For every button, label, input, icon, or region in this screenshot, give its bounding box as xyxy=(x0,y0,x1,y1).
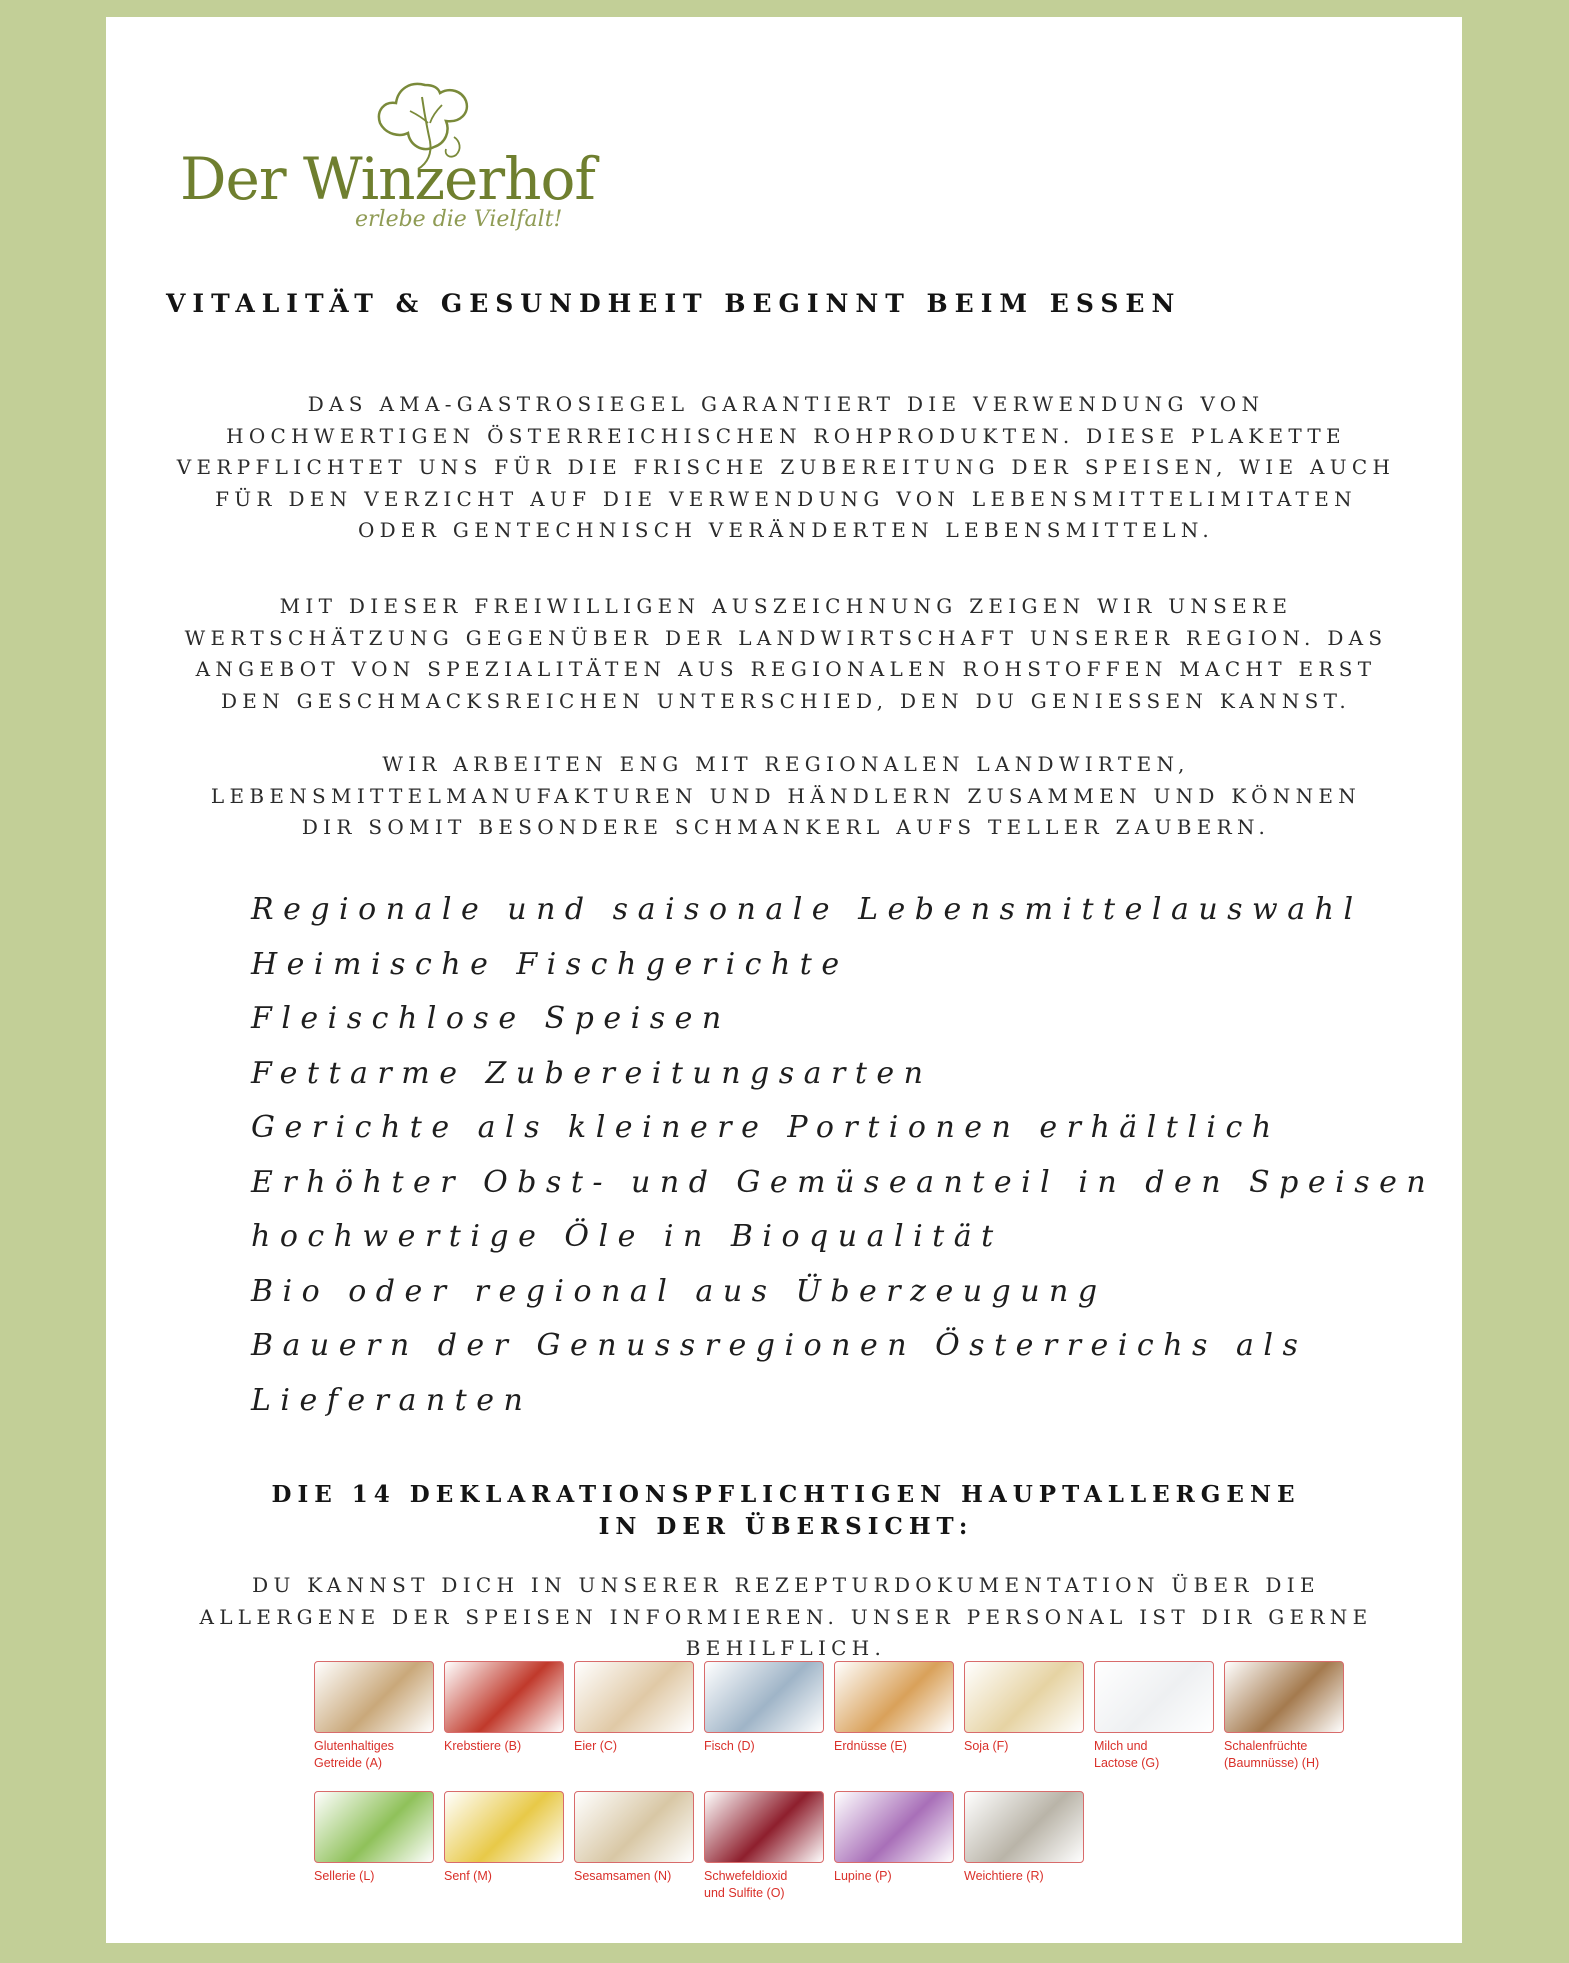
allergen-heading xyxy=(136,1479,1436,1543)
allergen-label: Schwefeldioxid und Sulfite (O) xyxy=(704,1869,788,1900)
allergen-photo xyxy=(314,1661,434,1733)
paragraph-line: WIR ARBEITEN ENG MIT REGIONALEN LANDWIRTEN, xyxy=(382,752,1190,776)
allergen-tile xyxy=(574,1791,694,1885)
allergen-photo xyxy=(1094,1661,1214,1733)
allergen-label: Fisch (D) xyxy=(704,1739,755,1753)
allergen-photo xyxy=(704,1791,824,1863)
allergen-label: Glutenhaltiges Getreide (A) xyxy=(314,1739,394,1770)
allergen-heading-line: IN DER ÜBERSICHT: xyxy=(598,1513,974,1540)
allergen-tile xyxy=(964,1661,1084,1755)
allergen-label: Senf (M) xyxy=(444,1869,492,1883)
allergen-label: Eier (C) xyxy=(574,1739,618,1753)
logo-tagline: erlebe die Vielfalt! xyxy=(355,207,563,232)
allergen-tile xyxy=(444,1791,564,1885)
feature-item: Fleischlose Speisen xyxy=(251,1001,731,1036)
feature-item: Fettarme Zubereitungsarten xyxy=(251,1055,933,1091)
allergen-photo xyxy=(1224,1661,1344,1733)
paragraph-line: LEBENSMITTELMANUFAKTUREN UND HÄNDLERN ZUSAMMEN UND KÖNNEN xyxy=(210,783,1362,808)
feature-item: hochwertige Öle in Bioqualität xyxy=(251,1219,1003,1254)
feature-item: Gerichte als kleinere Portionen erhältlich xyxy=(251,1110,1281,1145)
allergen-photo xyxy=(964,1661,1084,1733)
feature-item: Bio oder regional aus Überzeugung xyxy=(251,1273,1107,1309)
allergen-photo xyxy=(574,1661,694,1733)
allergen-label: Erdnüsse (E) xyxy=(834,1739,907,1753)
allergen-tile xyxy=(1224,1661,1344,1772)
allergen-photo xyxy=(444,1661,564,1733)
paragraph-line: ANGEBOT VON SPEZIALITÄTEN AUS REGIONALEN ROHSTOFFEN MACHT ERST xyxy=(195,657,1377,681)
allergen-label: Soja (F) xyxy=(964,1739,1009,1753)
paragraph-line: FÜR DEN VERZICHT AUF DIE VERWENDUNG VON LEBENSMITTELIMITATEN xyxy=(215,486,1357,511)
paragraph-line: WERTSCHÄTZUNG GEGENÜBER DER LANDWIRTSCHAFT UNSERER REGION. DAS xyxy=(184,625,1388,650)
allergen-photo xyxy=(704,1661,824,1733)
allergen-label: Sesamsamen (N) xyxy=(574,1869,672,1883)
feature-item: Heimische Fischgerichte xyxy=(251,946,849,982)
paragraph-line: DU KANNST DICH IN UNSERER REZEPTURDOKUMENTATION ÜBER DIE xyxy=(252,1573,1320,1597)
allergen-tile xyxy=(314,1661,434,1772)
allergen-photo xyxy=(314,1791,434,1863)
allergen-tile xyxy=(964,1791,1084,1885)
paragraph-line: ODER GENTECHNISCH VERÄNDERTEN LEBENSMITTELN. xyxy=(357,518,1215,542)
paragraph-line: VERPFLICHTET UNS FÜR DIE FRISCHE ZUBEREITUNG DER SPEISEN, WIE AUCH xyxy=(176,455,1396,479)
allergen-label: Milch und Lactose (G) xyxy=(1094,1739,1160,1770)
intro-paragraph-1 xyxy=(136,389,1436,547)
allergen-photo xyxy=(834,1791,954,1863)
logo-wordmark: Der Winzerhof xyxy=(180,145,595,213)
allergen-tile xyxy=(314,1791,434,1885)
feature-list xyxy=(251,883,1436,1428)
allergen-tile xyxy=(834,1791,954,1885)
paragraph-line: MIT DIESER FREIWILLIGEN AUSZEICHNUNG ZEIGEN WIR UNSERE xyxy=(279,594,1293,618)
paragraph-line: HOCHWERTIGEN ÖSTERREICHISCHEN ROHPRODUKTEN. DIESE PLAKETTE xyxy=(226,423,1346,448)
allergen-label: Krebstiere (B) xyxy=(444,1739,522,1753)
intro-paragraph-3 xyxy=(136,749,1436,844)
allergen-tile xyxy=(1094,1661,1214,1772)
allergen-photo xyxy=(834,1661,954,1733)
winzerhof-logo xyxy=(180,77,600,247)
allergen-label: Sellerie (L) xyxy=(314,1869,375,1883)
paragraph-line: BEHILFLICH. xyxy=(685,1636,887,1660)
feature-item: Lieferanten xyxy=(251,1382,533,1418)
feature-item: Regionale und saisonale Lebensmittelauswahl xyxy=(251,892,1363,927)
allergen-label: Weichtiere (R) xyxy=(964,1869,1044,1883)
allergen-tile xyxy=(574,1661,694,1755)
feature-item: Erhöhter Obst- und Gemüseanteil in den Speisen xyxy=(251,1164,1436,1200)
paragraph-line: ALLERGENE DER SPEISEN INFORMIEREN. UNSER PERSONAL IST DIR GERNE xyxy=(199,1604,1373,1629)
paragraph-line: DIR SOMIT BESONDERE SCHMANKERL AUFS TELLER ZAUBERN. xyxy=(301,815,1271,839)
allergen-tile xyxy=(704,1791,824,1902)
allergen-photo xyxy=(574,1791,694,1863)
feature-item: Bauern der Genussregionen Österreichs als xyxy=(251,1328,1308,1363)
page-title: VITALITÄT & GESUNDHEIT BEGINNT BEIM ESSEN xyxy=(166,289,1182,318)
allergen-photo xyxy=(964,1791,1084,1863)
paragraph-line: DEN GESCHMACKSREICHEN UNTERSCHIED, DEN DU GENIESSEN KANNST. xyxy=(220,688,1352,713)
allergen-note xyxy=(136,1570,1436,1665)
allergen-tile xyxy=(834,1661,954,1755)
menu-page xyxy=(106,17,1462,1943)
allergen-label: Lupine (P) xyxy=(834,1869,892,1883)
allergen-photo xyxy=(444,1791,564,1863)
allergen-tile xyxy=(704,1661,824,1755)
allergen-label: Schalenfrüchte (Baumnüsse) (H) xyxy=(1224,1739,1320,1770)
allergen-tile xyxy=(444,1661,564,1755)
allergen-heading-line: DIE 14 DEKLARATIONSPFLICHTIGEN HAUPTALLERGENE xyxy=(271,1481,1301,1508)
paragraph-line: DAS AMA-GASTROSIEGEL GARANTIERT DIE VERWENDUNG VON xyxy=(307,392,1265,416)
intro-paragraph-2 xyxy=(136,591,1436,717)
